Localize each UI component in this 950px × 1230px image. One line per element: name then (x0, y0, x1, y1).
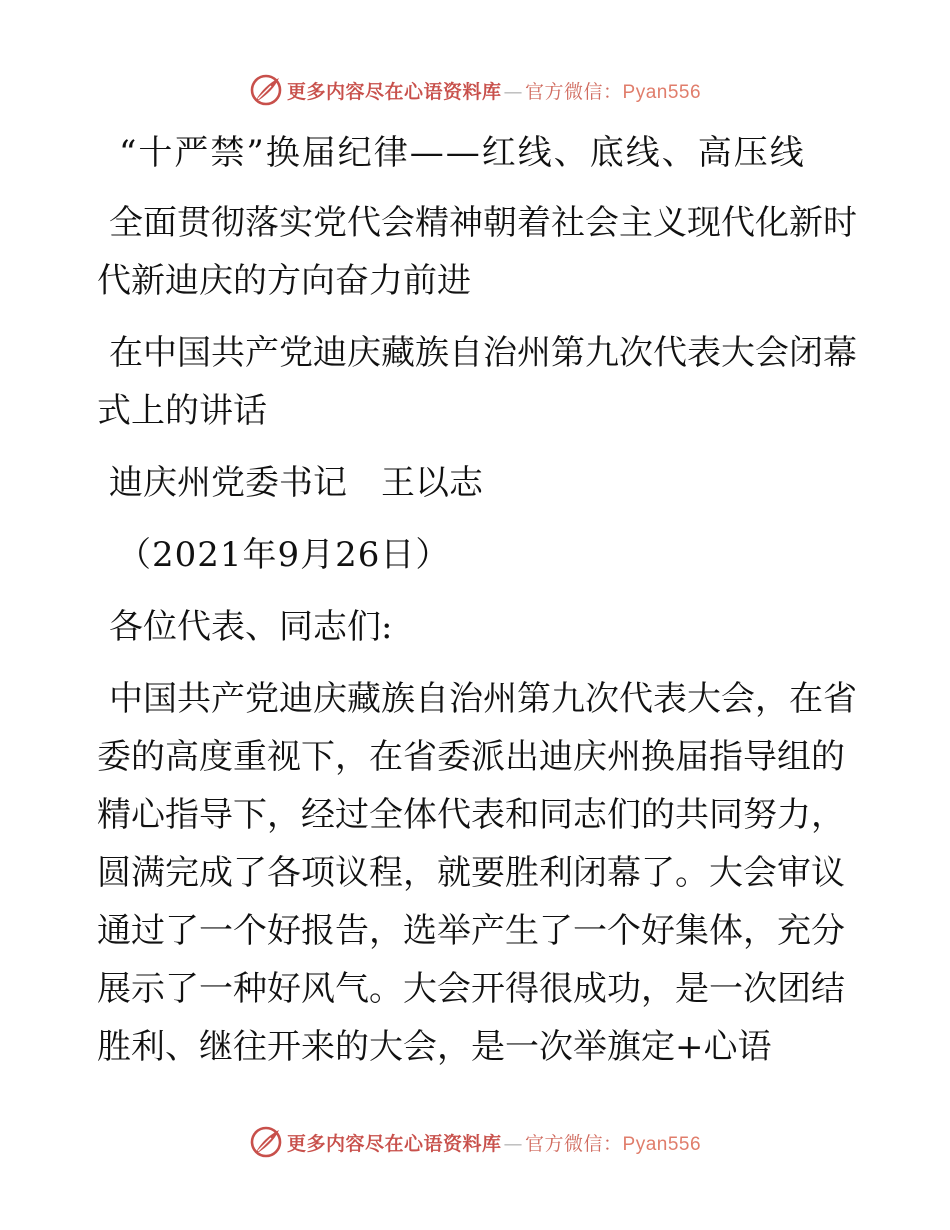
document-headline: 全面贯彻落实党代会精神朝着社会主义现代化新时代新迪庆的方向奋力前进 (97, 203, 857, 301)
speaker-title: 迪庆州党委书记 (109, 463, 347, 503)
watermark-text (287, 1129, 701, 1156)
watermark-colon: ： (603, 1132, 623, 1155)
feather-pen-logo-icon (249, 73, 283, 107)
speech-date: （2021年9月26日） (117, 535, 451, 575)
speaker-line (97, 454, 857, 512)
watermark-wechat-id: Pyan556 (622, 81, 702, 103)
document-title: “十严禁”换届纪律——红线、底线、高压线 (119, 133, 806, 173)
watermark-text (287, 77, 701, 104)
watermark-colon: ： (603, 80, 623, 103)
salutation: 各位代表、同志们: (109, 607, 393, 647)
watermark-dash: — (503, 1132, 523, 1155)
watermark-wechat-label: 官方微信 (524, 1132, 603, 1155)
watermark-main-text: 更多内容尽在心语资料库 (286, 80, 502, 103)
footer-watermark-banner (0, 1120, 950, 1164)
speaker-name: 王以志 (381, 463, 483, 503)
watermark-wechat-id: Pyan556 (622, 1133, 702, 1155)
body-paragraph: 中国共产党迪庆藏族自治州第九次代表大会，在省委的高度重视下，在省委派出迪庆州换届指导组的精心指导下，经过全体代表和同志们的共同努力，圆满完成了各项议程，就要胜利闭幕了。大会审议通过了一个好报告，选举产生了一个好集体，充分展示了一种好风气。大会开得很成功，是一次团结胜利、继往开来的大会，是一次举旗定+心语 (97, 679, 857, 1067)
document-subheadline: 在中国共产党迪庆藏族自治州第九次代表大会闭幕式上的讲话 (97, 333, 857, 431)
header-watermark-banner (0, 68, 950, 112)
watermark-dash: — (503, 80, 523, 103)
watermark-wechat-label: 官方微信 (524, 80, 603, 103)
document-content (97, 118, 857, 1076)
feather-pen-logo-icon (249, 1125, 283, 1159)
watermark-main-text: 更多内容尽在心语资料库 (286, 1132, 502, 1155)
